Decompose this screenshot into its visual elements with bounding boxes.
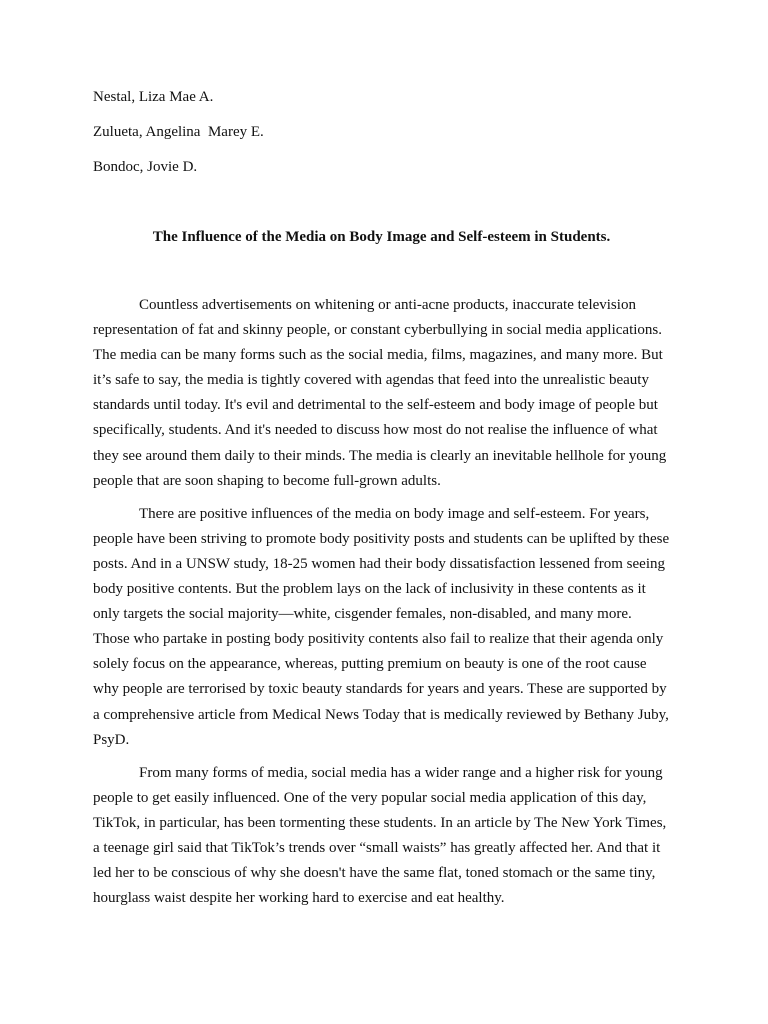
body-paragraph: There are positive influences of the media on body image and self-esteem. For years, people have been striving to promote body positivity posts and students can be uplifted by these posts. And in a UNSW study, 18-25 women had their body dissatisfaction lessened from seeing body positive contents. But the problem lays on the lack of inclusivity in these contents as it only targets the social majority—white, cisgender females, non-disabled, and many more. Those who partake in posting body positivity contents also fail to realize that their agenda only solely focus on the appearance, whereas, putting premium on beauty is one of the root cause why people are terrorised by toxic beauty standards for years and years. These are supported by a comprehensive article from Medical News Today that is medically reviewed by Bethany Juby, PsyD. [93, 505, 670, 748]
body-paragraph: From many forms of media, social media has a wider range and a higher risk for young people to get easily influenced. One of the very popular social media application of this day, TikTok, in particular, has been tormenting these students. In an article by The New York Times, a teenage girl said that TikTok’s trends over “small waists” has greatly affected her. And that it led her to be conscious of why she doesn't have the same flat, toned stomach or the same tiny, hourglass waist despite her working hard to exercise and eat healthy. [93, 764, 667, 907]
document-body [93, 293, 670, 919]
author-name: Zulueta, Angelina Marey E. [93, 124, 264, 140]
author-list [93, 87, 264, 192]
document-title: The Influence of the Media on Body Image and Self-esteem in Students. [152, 229, 611, 245]
author-name: Nestal, Liza Mae A. [93, 89, 214, 105]
author-name: Bondoc, Jovie D. [93, 159, 198, 175]
body-paragraph: Countless advertisements on whitening or anti-acne products, inaccurate television representation of fat and skinny people, or constant cyberbullying in social media applications. The media can be many forms such as the social media, films, magazines, and many more. But it’s safe to say, the media is tightly covered with agendas that feed into the unrealistic beauty standards until today. It's evil and detrimental to the self-esteem and body image of people but specifically, students. And it's needed to discuss how most do not realise the influence of what they see around them daily to their minds. The media is clearly an inevitable hellhole for young people that are soon shaping to become full-grown adults. [93, 297, 667, 489]
